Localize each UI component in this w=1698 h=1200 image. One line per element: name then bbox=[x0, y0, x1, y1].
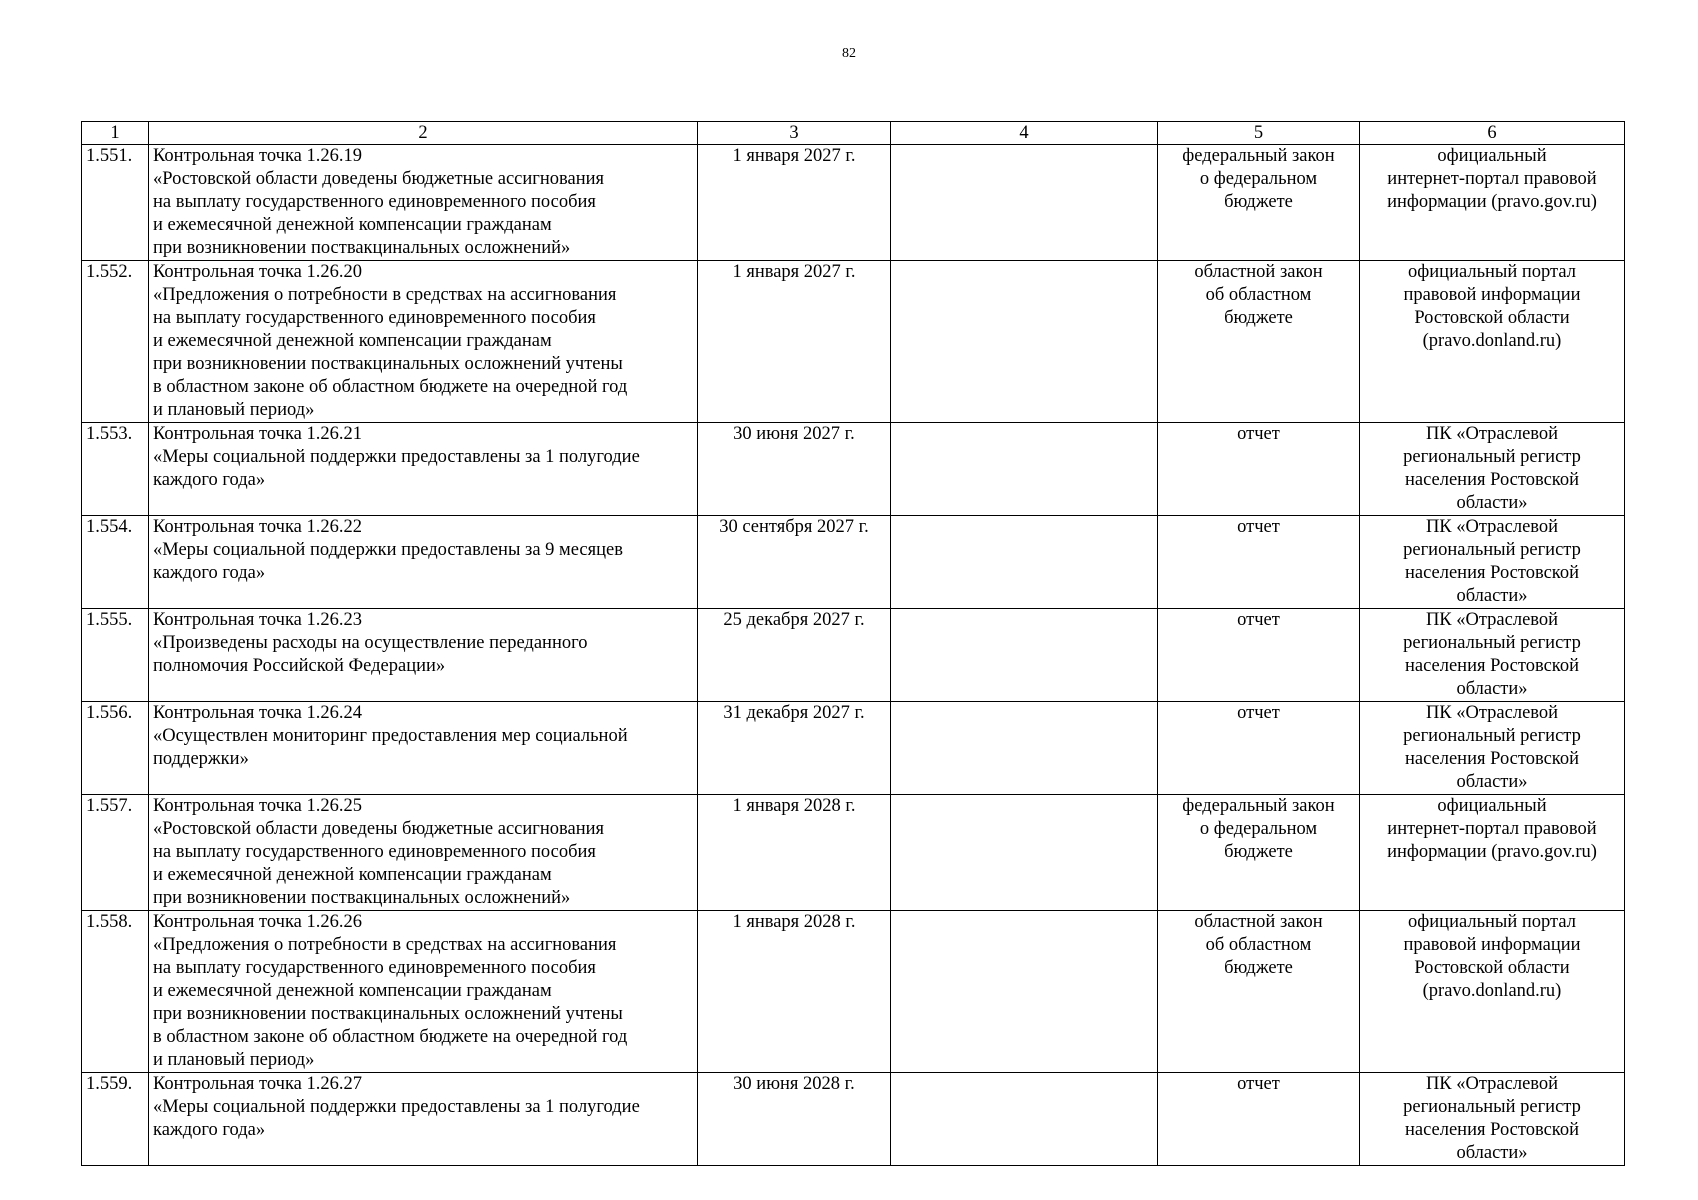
description-line: Контрольная точка 1.26.19 bbox=[153, 146, 363, 166]
source-line: Ростовской области bbox=[1414, 958, 1570, 978]
description-line: при возникновении поствакцинальных осложнений учтены bbox=[153, 1004, 623, 1024]
description-line: Контрольная точка 1.26.26 bbox=[153, 912, 363, 932]
deadline-date: 1 января 2028 г. bbox=[698, 911, 891, 1073]
table-row bbox=[82, 1073, 1625, 1166]
document-line: областной закон bbox=[1194, 912, 1323, 932]
responsible-executor bbox=[891, 609, 1158, 702]
description-line: «Ростовской области доведены бюджетные ассигнования bbox=[153, 819, 605, 839]
document-line: бюджете bbox=[1224, 842, 1293, 862]
row-number: 1.554. bbox=[82, 516, 149, 609]
deadline-date: 30 июня 2028 г. bbox=[698, 1073, 891, 1166]
header-row bbox=[82, 122, 1625, 145]
row-number: 1.555. bbox=[82, 609, 149, 702]
description-line: Контрольная точка 1.26.21 bbox=[153, 424, 363, 444]
description-line: и плановый период» bbox=[153, 400, 315, 420]
source-line: региональный регистр bbox=[1403, 633, 1581, 653]
responsible-executor bbox=[891, 911, 1158, 1073]
information-source bbox=[1360, 609, 1625, 702]
description-line: Контрольная точка 1.26.27 bbox=[153, 1074, 363, 1094]
description-line: и ежемесячной денежной компенсации гражданам bbox=[153, 331, 552, 351]
document-line: федеральный закон bbox=[1182, 146, 1335, 166]
source-line: ПК «Отраслевой bbox=[1425, 610, 1559, 630]
control-points-table bbox=[81, 121, 1625, 1166]
confirming-document bbox=[1158, 1073, 1360, 1166]
information-source bbox=[1360, 702, 1625, 795]
source-line: населения Ростовской bbox=[1404, 749, 1579, 769]
description-line: и ежемесячной денежной компенсации гражданам bbox=[153, 981, 552, 1001]
row-number: 1.559. bbox=[82, 1073, 149, 1166]
document-line: отчет bbox=[1237, 703, 1280, 723]
description-line: на выплату государственного единовременного пособия bbox=[153, 192, 596, 212]
row-number: 1.552. bbox=[82, 261, 149, 423]
row-number: 1.553. bbox=[82, 423, 149, 516]
source-line: населения Ростовской bbox=[1404, 470, 1579, 490]
source-line: региональный регистр bbox=[1403, 726, 1581, 746]
source-line: официальный портал bbox=[1408, 912, 1576, 932]
table-row bbox=[82, 795, 1625, 911]
responsible-executor bbox=[891, 423, 1158, 516]
description-line: и ежемесячной денежной компенсации гражданам bbox=[153, 865, 552, 885]
confirming-document bbox=[1158, 911, 1360, 1073]
description-line: Контрольная точка 1.26.25 bbox=[153, 796, 363, 816]
confirming-document bbox=[1158, 609, 1360, 702]
source-line: ПК «Отраслевой bbox=[1425, 1074, 1559, 1094]
deadline-date: 1 января 2028 г. bbox=[698, 795, 891, 911]
source-line: ПК «Отраслевой bbox=[1425, 424, 1559, 444]
control-point-description bbox=[149, 702, 698, 795]
control-point-description bbox=[149, 1073, 698, 1166]
document-line: об областном bbox=[1205, 285, 1312, 305]
source-line: области» bbox=[1456, 493, 1528, 513]
description-line: Контрольная точка 1.26.23 bbox=[153, 610, 363, 630]
description-line: каждого года» bbox=[153, 1120, 266, 1140]
source-line: официальный bbox=[1437, 146, 1547, 166]
table-row bbox=[82, 609, 1625, 702]
information-source bbox=[1360, 261, 1625, 423]
column-header-5: 5 bbox=[1158, 122, 1360, 145]
description-line: «Меры социальной поддержки предоставлены за 9 месяцев bbox=[153, 540, 623, 560]
description-line: на выплату государственного единовременного пособия bbox=[153, 308, 596, 328]
responsible-executor bbox=[891, 702, 1158, 795]
description-line: Контрольная точка 1.26.24 bbox=[153, 703, 363, 723]
source-line: (pravo.donland.ru) bbox=[1422, 981, 1562, 1001]
description-line: «Предложения о потребности в средствах на ассигнования bbox=[153, 285, 617, 305]
row-number: 1.558. bbox=[82, 911, 149, 1073]
description-line: каждого года» bbox=[153, 563, 266, 583]
description-line: «Предложения о потребности в средствах на ассигнования bbox=[153, 935, 617, 955]
description-line: в областном законе об областном бюджете на очередной год bbox=[153, 1027, 628, 1047]
source-line: официальный bbox=[1437, 796, 1547, 816]
responsible-executor bbox=[891, 1073, 1158, 1166]
control-point-description bbox=[149, 145, 698, 261]
row-number: 1.551. bbox=[82, 145, 149, 261]
document-line: федеральный закон bbox=[1182, 796, 1335, 816]
column-header-4: 4 bbox=[891, 122, 1158, 145]
confirming-document bbox=[1158, 261, 1360, 423]
description-line: поддержки» bbox=[153, 749, 249, 769]
source-line: региональный регистр bbox=[1403, 1097, 1581, 1117]
deadline-date: 30 сентября 2027 г. bbox=[698, 516, 891, 609]
source-line: области» bbox=[1456, 772, 1528, 792]
column-header-2: 2 bbox=[149, 122, 698, 145]
description-line: при возникновении поствакцинальных осложнений учтены bbox=[153, 354, 623, 374]
source-line: региональный регистр bbox=[1403, 447, 1581, 467]
source-line: области» bbox=[1456, 586, 1528, 606]
information-source bbox=[1360, 423, 1625, 516]
control-point-description bbox=[149, 911, 698, 1073]
deadline-date: 1 января 2027 г. bbox=[698, 145, 891, 261]
control-point-description bbox=[149, 516, 698, 609]
source-line: информации (pravo.gov.ru) bbox=[1387, 842, 1597, 862]
responsible-executor bbox=[891, 795, 1158, 911]
source-line: населения Ростовской bbox=[1404, 656, 1579, 676]
description-line: «Осуществлен мониторинг предоставления мер социальной bbox=[153, 726, 628, 746]
table-row bbox=[82, 423, 1625, 516]
source-line: официальный портал bbox=[1408, 262, 1576, 282]
control-point-description bbox=[149, 261, 698, 423]
source-line: ПК «Отраслевой bbox=[1425, 703, 1559, 723]
table-row bbox=[82, 516, 1625, 609]
responsible-executor bbox=[891, 145, 1158, 261]
document-line: бюджете bbox=[1224, 308, 1293, 328]
description-line: «Ростовской области доведены бюджетные ассигнования bbox=[153, 169, 605, 189]
description-line: при возникновении поствакцинальных осложнений» bbox=[153, 238, 571, 258]
source-line: правовой информации bbox=[1403, 285, 1581, 305]
document-line: о федеральном bbox=[1199, 169, 1318, 189]
description-line: и ежемесячной денежной компенсации гражданам bbox=[153, 215, 552, 235]
confirming-document bbox=[1158, 423, 1360, 516]
document-line: об областном bbox=[1205, 935, 1312, 955]
description-line: «Произведены расходы на осуществление переданного bbox=[153, 633, 588, 653]
document-line: отчет bbox=[1237, 517, 1280, 537]
description-line: «Меры социальной поддержки предоставлены за 1 полугодие bbox=[153, 1097, 640, 1117]
page-number: 82 bbox=[842, 46, 856, 61]
source-line: ПК «Отраслевой bbox=[1425, 517, 1559, 537]
table-row bbox=[82, 702, 1625, 795]
description-line: в областном законе об областном бюджете на очередной год bbox=[153, 377, 628, 397]
deadline-date: 25 декабря 2027 г. bbox=[698, 609, 891, 702]
document-line: отчет bbox=[1237, 1074, 1280, 1094]
row-number: 1.556. bbox=[82, 702, 149, 795]
document-line: отчет bbox=[1237, 610, 1280, 630]
document-line: отчет bbox=[1237, 424, 1280, 444]
control-point-description bbox=[149, 609, 698, 702]
source-line: населения Ростовской bbox=[1404, 563, 1579, 583]
document-line: областной закон bbox=[1194, 262, 1323, 282]
table-row bbox=[82, 145, 1625, 261]
column-header-3: 3 bbox=[698, 122, 891, 145]
column-header-1: 1 bbox=[82, 122, 149, 145]
control-point-description bbox=[149, 795, 698, 911]
confirming-document bbox=[1158, 795, 1360, 911]
document-line: бюджете bbox=[1224, 192, 1293, 212]
source-line: информации (pravo.gov.ru) bbox=[1387, 192, 1597, 212]
confirming-document bbox=[1158, 516, 1360, 609]
source-line: Ростовской области bbox=[1414, 308, 1570, 328]
responsible-executor bbox=[891, 261, 1158, 423]
confirming-document bbox=[1158, 145, 1360, 261]
responsible-executor bbox=[891, 516, 1158, 609]
description-line: при возникновении поствакцинальных осложнений» bbox=[153, 888, 571, 908]
description-line: Контрольная точка 1.26.20 bbox=[153, 262, 363, 282]
table-body bbox=[82, 145, 1625, 1166]
information-source bbox=[1360, 1073, 1625, 1166]
column-header-6: 6 bbox=[1360, 122, 1625, 145]
deadline-date: 31 декабря 2027 г. bbox=[698, 702, 891, 795]
document-line: бюджете bbox=[1224, 958, 1293, 978]
source-line: региональный регистр bbox=[1403, 540, 1581, 560]
confirming-document bbox=[1158, 702, 1360, 795]
source-line: интернет-портал правовой bbox=[1387, 819, 1597, 839]
information-source bbox=[1360, 145, 1625, 261]
description-line: «Меры социальной поддержки предоставлены за 1 полугодие bbox=[153, 447, 640, 467]
information-source bbox=[1360, 911, 1625, 1073]
information-source bbox=[1360, 795, 1625, 911]
control-point-description bbox=[149, 423, 698, 516]
source-line: области» bbox=[1456, 679, 1528, 699]
deadline-date: 1 января 2027 г. bbox=[698, 261, 891, 423]
table-row bbox=[82, 261, 1625, 423]
source-line: правовой информации bbox=[1403, 935, 1581, 955]
description-line: каждого года» bbox=[153, 470, 266, 490]
information-source bbox=[1360, 516, 1625, 609]
source-line: (pravo.donland.ru) bbox=[1422, 331, 1562, 351]
row-number: 1.557. bbox=[82, 795, 149, 911]
description-line: и плановый период» bbox=[153, 1050, 315, 1070]
description-line: полномочия Российской Федерации» bbox=[153, 656, 446, 676]
description-line: на выплату государственного единовременного пособия bbox=[153, 958, 596, 978]
deadline-date: 30 июня 2027 г. bbox=[698, 423, 891, 516]
source-line: области» bbox=[1456, 1143, 1528, 1163]
table-header bbox=[82, 122, 1625, 145]
description-line: на выплату государственного единовременного пособия bbox=[153, 842, 596, 862]
table-row bbox=[82, 911, 1625, 1073]
source-line: населения Ростовской bbox=[1404, 1120, 1579, 1140]
source-line: интернет-портал правовой bbox=[1387, 169, 1597, 189]
document-line: о федеральном bbox=[1199, 819, 1318, 839]
description-line: Контрольная точка 1.26.22 bbox=[153, 517, 363, 537]
